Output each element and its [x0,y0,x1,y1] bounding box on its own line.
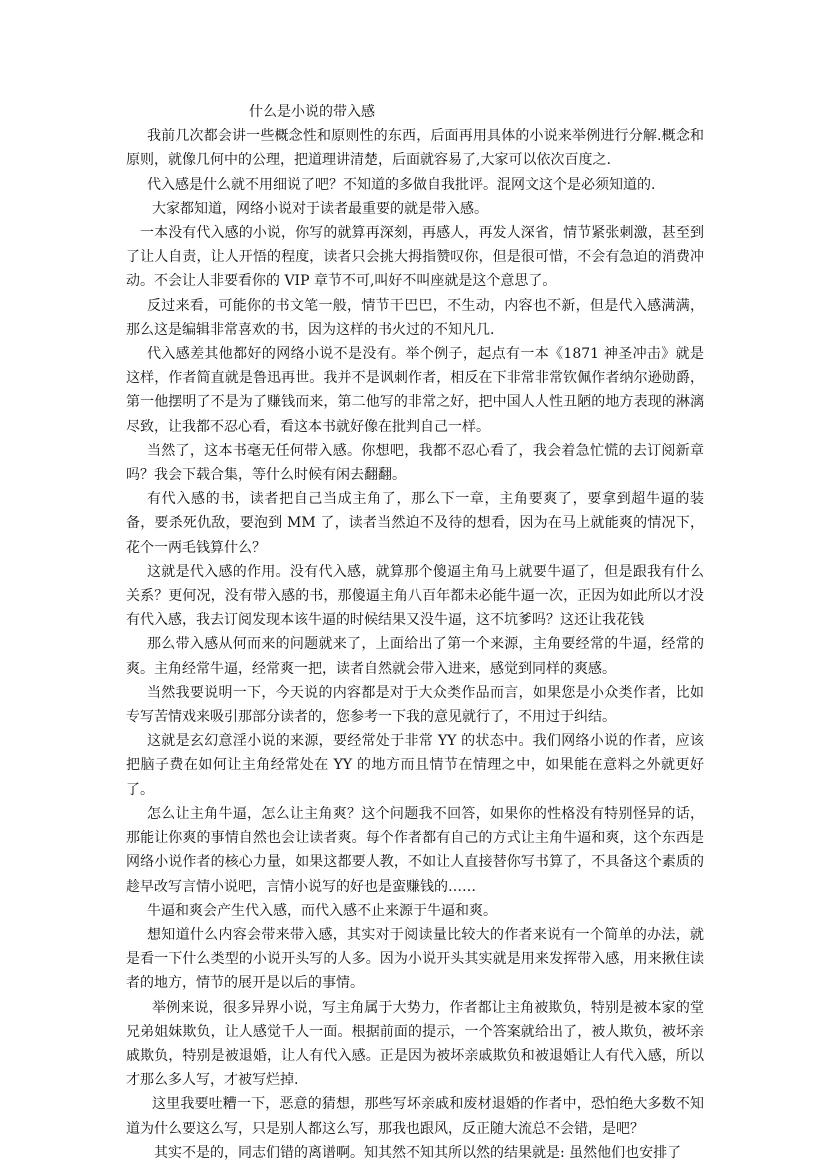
paragraph: 这就是玄幻意淫小说的来源，要经常处于非常 YY 的状态中。我们网络小说的作者，应该把脑子费在如何让主角经常处在 YY 的地方而且情节在情理之中，如果能在意料之外就更好了。 [126,733,704,798]
paragraph: 反过来看，可能你的书文笔一般，情节干巴巴，不生动，内容也不新，但是代入感满满，那么这是编辑非常喜欢的书，因为这样的书火过的不知凡几. [126,297,704,338]
paragraph: 有代入感的书，读者把自己当成主角了，那么下一章，主角要爽了，要拿到超牛逼的装备，要杀死仇敌，要泡到 MM 了，读者当然迫不及待的想看，因为在马上就能爽的情况下，花个一两毛钱算什么？ [126,491,704,556]
paragraph: 一本没有代入感的小说，你写的就算再深刻，再感人，再发人深省，情节紧张刺激，甚至到了让人自责，让人开悟的程度，读者只会挑大拇指赞叹你，但是很可惜，不会有急迫的消费冲动。不会让人非要看你的 VIP 章节不可,叫好不叫座就是这个意思了。 [126,225,704,290]
paragraph: 当然我要说明一下，今天说的内容都是对于大众类作品而言，如果您是小众类作者，比如专写苦情戏来吸引那部分读者的，您参考一下我的意见就行了，不用过于纠结。 [126,684,704,726]
paragraph: 这里我要吐糟一下，恶意的猜想，那些写坏亲戚和废材退婚的作者中，恐怕绝大多数不知道为什么要这么写，只是别人都这么写，那我也跟风，反正随大流总不会错，是吧？ [126,1096,704,1137]
paragraph: 举例来说，很多异界小说，写主角属于大势力，作者都让主角被欺负，特别是被本家的堂兄弟姐妹欺负，让人感觉千人一面。根据前面的提示，一个答案就给出了，被人欺负，被坏亲戚欺负，特别是被退婚，让人有代入感。正是因为被坏亲戚欺负和被退婚让人有代入感，所以才那么多人写，才被写烂掉. [126,999,704,1089]
paragraph: 代入感差其他都好的网络小说不是没有。举个例子，起点有一本《1871 神圣冲击》就是这样，作者简直就是鲁迅再世。我并不是讽刺作者，相反在下非常非常钦佩作者纳尔逊勋爵，第一他摆明了不是为了赚钱而来，第二他写的非常之好，把中国人人性丑陋的地方表现的淋漓尽致，让我都不忍心看，看这本书就好像在批判自己一样。 [126,346,704,435]
paragraph: 代入感是什么就不用细说了吧？不知道的多做自我批评。混网文这个是必须知道的. [147,176,656,193]
paragraph: 牛逼和爽会产生代入感，而代入感不止来源于牛逼和爽。 [147,902,497,919]
paragraph: 我前几次都会讲一些概念性和原则性的东西，后面再用具体的小说来举例进行分解.概念和原则，就像几何中的公理，把道理讲清楚，后面就容易了,大家可以依次百度之. [126,128,704,169]
paragraph: 那么带入感从何而来的问题就来了，上面给出了第一个来源，主角要经常的牛逼，经常的爽。主角经常牛逼，经常爽一把，读者自然就会带入进来，感觉到同样的爽感。 [126,636,704,677]
paragraph: 大家都知道，网络小说对于读者最重要的就是带入感。 [152,200,488,217]
paragraph: 当然了，这本书毫无任何带入感。你想吧，我都不忍心看了，我会着急忙慌的去订阅新章吗？我会下载合集，等什么时候有闲去翻翻。 [126,442,704,484]
paragraph: 想知道什么内容会带来带入感，其实对于阅读量比较大的作者来说有一个简单的办法，就是看一下什么类型的小说开头写的人多。因为小说开头其实就是用来发挥带入感，用来揪住读者的地方，情节的展开是以后的事情。 [126,926,704,992]
document-title: 什么是小说的带入感 [249,104,375,120]
paragraph: 这就是代入感的作用。没有代入感，就算那个傻逼主角马上就要牛逼了，但是跟我有什么关系？更何况，没有带入感的书，那傻逼主角八百年都未必能牛逼一次，正因为如此所以才没有代入感，我去订阅发现本该牛逼的时候结果又没牛逼，这不坑爹吗？这还让我花钱 [126,563,704,629]
document-page [126,100,704,1165]
paragraph: 其实不是的，同志们错的离谱啊。知其然不知其所以然的结果就是: 虽然他们也安排了 [154,1144,682,1161]
paragraph: 怎么让主角牛逼，怎么让主角爽？这个问题我不回答，如果你的性格没有特别怪异的话，那能让你爽的事情自然也会让读者爽。每个作者都有自己的方式让主角牛逼和爽，这个东西是网络小说作者的核心力量，如果这都要人教，不如让人直接替你写书算了，不具备这个素质的趁早改写言情小说吧，言情小说写的好也是蛮赚钱的…… [126,805,704,895]
